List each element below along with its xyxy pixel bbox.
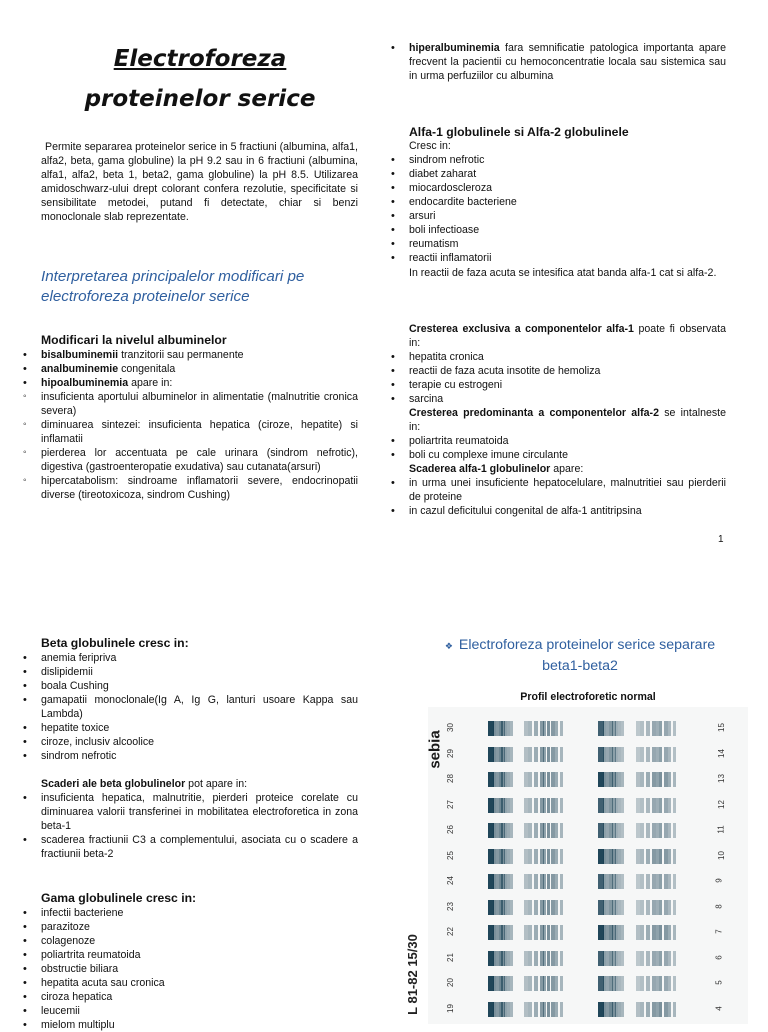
page-number: 1: [718, 534, 724, 545]
lane-number: 22: [445, 927, 455, 936]
gel-band: [668, 823, 671, 838]
gel-band: [659, 925, 662, 940]
gel-band: [555, 721, 558, 736]
gel-band: [659, 798, 662, 813]
gel-band: [668, 900, 671, 915]
gel-band: [640, 721, 644, 736]
lane-number: 6: [714, 954, 724, 960]
gel-band: [560, 1002, 563, 1017]
gel-band: [673, 772, 676, 787]
alfa1-decrease-text: Scaderea alfa-1 globulinelor apare:: [409, 463, 584, 475]
lane-number: 10: [716, 850, 726, 860]
list-item: • reactii de faza acuta insotite de hemoliza: [391, 364, 726, 378]
list-item: • mielom multiplu: [23, 1018, 358, 1032]
gel-lane: [468, 900, 713, 915]
lane-number: 7: [714, 929, 724, 934]
gel-band: [646, 1002, 650, 1017]
gel-band: [560, 772, 563, 787]
lane-number: 12: [716, 799, 726, 809]
gel-band: [534, 721, 538, 736]
lane-number: 19: [445, 1003, 455, 1013]
list-item: ◦ pierderea lor accentuata pe cale urinara (sindrom nefrotic), digestiva (gastroenteropatie exudativa) sau cutanata(arsuri): [23, 446, 358, 474]
list-item: • sarcina: [391, 392, 726, 406]
list-item: • hepatita acuta sau cronica: [23, 976, 358, 990]
gel-band: [547, 925, 550, 940]
list-item: • parazitoze: [23, 920, 358, 934]
gel-band: [668, 721, 671, 736]
gel-band: [534, 747, 538, 762]
gel-band: [510, 951, 513, 966]
lane-number: 21: [445, 952, 455, 962]
list-item: • colagenoze: [23, 934, 358, 948]
gel-band: [547, 849, 550, 864]
gel-band: [555, 823, 558, 838]
gel-band: [646, 823, 650, 838]
gel-band: [528, 849, 532, 864]
gel-band: [510, 798, 513, 813]
list-item: • anemia feripriva: [23, 651, 358, 665]
gel-lanes: [468, 717, 713, 1024]
list-item: • terapie cu estrogeni: [391, 378, 726, 392]
beta-heading: Beta globulinele cresc in:: [41, 636, 189, 650]
alfa1-exclusive-list: [391, 350, 726, 406]
lane-number: 25: [445, 850, 455, 860]
list-item: • reactii inflamatorii: [391, 251, 726, 265]
gel-band: [528, 874, 532, 889]
gel-band: [673, 721, 676, 736]
gel-band: [659, 823, 662, 838]
gel-band: [555, 951, 558, 966]
gel-band: [555, 976, 558, 991]
gel-band: [673, 747, 676, 762]
gel-band: [640, 900, 644, 915]
gel-band: [560, 951, 563, 966]
list-item: • arsuri: [391, 209, 726, 223]
list-item: • endocardite bacteriene: [391, 195, 726, 209]
gel-band: [534, 900, 538, 915]
lane-number: 27: [445, 799, 455, 809]
gel-brand-label: sebia: [426, 730, 444, 769]
gel-band: [555, 1002, 558, 1017]
gel-band: [547, 747, 550, 762]
gel-band: [673, 798, 676, 813]
alfa2-predominant-text: Cresterea predominanta a componentelor alfa-2 se intalneste in:: [409, 407, 726, 433]
gel-band: [560, 874, 563, 889]
alfa-cresc-label: Cresc in:: [409, 140, 451, 152]
gel-band: [646, 925, 650, 940]
list-item: • miocardoscleroza: [391, 181, 726, 195]
gel-band: [646, 849, 650, 864]
gel-band: [560, 798, 563, 813]
gel-band: [555, 900, 558, 915]
gel-band: [646, 976, 650, 991]
electrophoresis-heading: ❖ Electroforeza proteinelor serice separare beta1-beta2: [444, 637, 716, 674]
gel-band: [510, 874, 513, 889]
gel-band: [659, 849, 662, 864]
gel-band: [621, 900, 624, 915]
list-item: • sindrom nefrotic: [23, 749, 358, 763]
gel-band: [510, 1002, 513, 1017]
lane-number: 11: [716, 825, 726, 834]
gel-band: [673, 849, 676, 864]
list-item: • hepatite toxice: [23, 721, 358, 735]
gel-band: [640, 772, 644, 787]
gel-band: [621, 976, 624, 991]
list-item: • scaderea fractiunii C3 a complementului, asociata cu o scadere a fractiunii beta-2: [23, 833, 358, 861]
gel-band: [659, 772, 662, 787]
gel-band: [640, 1002, 644, 1017]
lane-number: 30: [445, 723, 455, 732]
gel-band: [659, 747, 662, 762]
list-item: • hiperalbuminemia fara semnificatie patologica importanta apare frecvent la pacientii cu hemoconcentratie locala sau sistemica sau in urma perfuziilor cu albumina: [391, 41, 726, 83]
lane-number: 24: [445, 876, 455, 885]
beta-list: [23, 651, 358, 763]
gel-band: [640, 874, 644, 889]
beta-decrease-list: [23, 791, 358, 861]
lane-number: 26: [445, 825, 455, 834]
gel-band: [547, 1002, 550, 1017]
gel-band: [659, 721, 662, 736]
list-item: • boli infectioase: [391, 223, 726, 237]
alfa-note: In reactii de faza acuta se intesifica atat banda alfa-1 cat si alfa-2.: [409, 267, 717, 279]
gel-band: [560, 849, 563, 864]
list-item: ◦ diminuarea sintezei: insuficienta hepatica (ciroze, hepatite) si inflamatii: [23, 418, 358, 446]
list-item: • poliartrita reumatoida: [391, 434, 726, 448]
gel-band: [621, 772, 624, 787]
alfa1-exclusive-text: Cresterea exclusiva a componentelor alfa-1 poate fi observata in:: [409, 323, 726, 349]
gel-code-label: L 81-82 15/30: [404, 934, 420, 1015]
list-item: • ciroza hepatica: [23, 990, 358, 1004]
list-item: • sindrom nefrotic: [391, 153, 726, 167]
gel-band: [510, 900, 513, 915]
gel-band: [673, 874, 676, 889]
gel-band: [510, 849, 513, 864]
gel-band: [528, 823, 532, 838]
gel-band: [640, 747, 644, 762]
gel-band: [659, 900, 662, 915]
list-item: • obstructie biliara: [23, 962, 358, 976]
gel-band: [673, 900, 676, 915]
lane-number: 14: [716, 748, 726, 758]
gel-lane: [468, 721, 713, 736]
gel-band: [621, 721, 624, 736]
gel-band: [547, 823, 550, 838]
gel-band: [534, 772, 538, 787]
gel-band: [668, 951, 671, 966]
gel-band: [673, 925, 676, 940]
lane-number: 13: [716, 774, 726, 783]
gel-band: [668, 976, 671, 991]
hyperalbumin-list: [391, 41, 726, 83]
gel-band: [621, 925, 624, 940]
list-item: • insuficienta hepatica, malnutritie, pierderi proteice corelate cu diminuarea valorii transferinei in mobilitatea electroforetica in zona beta-1: [23, 791, 358, 833]
electrophoresis-gel-image: [404, 707, 748, 1024]
gel-band: [528, 772, 532, 787]
title-line-1: Electroforeza: [113, 46, 287, 72]
list-item: • reumatism: [391, 237, 726, 251]
gel-band: [646, 721, 650, 736]
gel-band: [673, 823, 676, 838]
gel-band: [659, 976, 662, 991]
gel-band: [659, 951, 662, 966]
gel-lane: [468, 1002, 713, 1017]
gel-band: [547, 976, 550, 991]
intro-paragraph: Permite separarea proteinelor serice in 5 fractiuni (albumina, alfa1, alfa2, beta, gama globuline) la pH 9.2 sau in 6 fractiuni (albumina, alfa1, alfa2, beta 1, beta2, gama globuline) la pH 8.5. Utilizarea amidoschwarz-ului drept colorant confera rezolutie, specificitate si sensibilitate metodei, putand fi detectate, chiar si benzi monoclonale slab reprezentate.: [41, 141, 358, 223]
gel-band: [621, 823, 624, 838]
gel-band: [640, 849, 644, 864]
gama-list: [23, 906, 358, 1032]
lane-number: 23: [445, 901, 455, 911]
lane-number: 8: [714, 903, 724, 909]
gel-band: [640, 823, 644, 838]
list-item: • boli cu complexe imune circulante: [391, 448, 726, 462]
gel-band: [640, 951, 644, 966]
gel-band: [621, 747, 624, 762]
gel-band: [560, 900, 563, 915]
list-item: • boala Cushing: [23, 679, 358, 693]
gel-lane: [468, 772, 713, 787]
gel-band: [640, 925, 644, 940]
gel-band: [646, 874, 650, 889]
gel-band: [560, 925, 563, 940]
list-item: • hepatita cronica: [391, 350, 726, 364]
list-item: • bisalbuminemii tranzitorii sau permanente: [23, 348, 358, 362]
gel-band: [547, 721, 550, 736]
gel-band: [528, 721, 532, 736]
lane-number: 20: [445, 978, 455, 987]
gel-band: [621, 874, 624, 889]
diamond-bullet-icon: ❖: [444, 641, 453, 651]
gel-band: [547, 874, 550, 889]
gel-band: [534, 874, 538, 889]
gel-band: [659, 874, 662, 889]
gel-band: [534, 976, 538, 991]
gel-band: [560, 747, 563, 762]
gel-band: [560, 823, 563, 838]
gel-band: [668, 874, 671, 889]
gel-band: [640, 976, 644, 991]
beta-decrease-text: Scaderi ale beta globulinelor pot apare in:: [41, 778, 248, 790]
gel-band: [646, 951, 650, 966]
gel-band: [646, 772, 650, 787]
lane-number: 5: [714, 980, 724, 985]
gel-band: [555, 772, 558, 787]
gel-band: [547, 951, 550, 966]
alfa2-predominant-list: [391, 434, 726, 462]
gel-band: [528, 798, 532, 813]
list-item: ◦ insuficienta aportului albuminelor in alimentatie (malnutritie cronica severa): [23, 390, 358, 418]
gel-band: [528, 747, 532, 762]
gel-band: [510, 721, 513, 736]
gel-band: [510, 747, 513, 762]
gel-band: [528, 976, 532, 991]
alfa1-decrease-list: [391, 476, 726, 518]
gel-band: [528, 1002, 532, 1017]
gel-band: [668, 772, 671, 787]
gel-band: [534, 849, 538, 864]
gel-lane: [468, 798, 713, 813]
gel-band: [547, 798, 550, 813]
gel-band: [560, 721, 563, 736]
gel-lane: [468, 747, 713, 762]
gel-band: [510, 925, 513, 940]
interpretation-heading: Interpretarea principalelor modificari pe electroforeza proteinelor serice: [41, 268, 305, 305]
gel-band: [673, 976, 676, 991]
gel-band: [534, 823, 538, 838]
gel-band: [534, 925, 538, 940]
gel-band: [510, 976, 513, 991]
gel-band: [547, 900, 550, 915]
gel-lane: [468, 925, 713, 940]
gel-lane: [468, 951, 713, 966]
list-item: • analbuminemie congenitala: [23, 362, 358, 376]
list-item: • gamapatii monoclonale(Ig A, Ig G, lanturi usoare Kappa sau Lambda): [23, 693, 358, 721]
profile-caption: Profil electroforetic normal: [520, 691, 656, 703]
gel-band: [668, 849, 671, 864]
gel-band: [668, 1002, 671, 1017]
gel-band: [510, 772, 513, 787]
list-item: • ciroze, inclusiv alcoolice: [23, 735, 358, 749]
gel-band: [534, 1002, 538, 1017]
lane-number: 29: [445, 748, 455, 758]
gel-band: [510, 823, 513, 838]
gel-band: [555, 798, 558, 813]
list-item: • in cazul deficitului congenital de alfa-1 antitripsina: [391, 504, 726, 518]
alfa-heading: Alfa-1 globulinele si Alfa-2 globulinele: [409, 125, 629, 139]
list-item: • diabet zaharat: [391, 167, 726, 181]
gel-band: [621, 1002, 624, 1017]
albumin-heading: Modificari la nivelul albuminelor: [41, 333, 227, 347]
gel-band: [646, 900, 650, 915]
gel-band: [621, 951, 624, 966]
gel-lane: [468, 823, 713, 838]
gel-lane: [468, 849, 713, 864]
list-item: • hipoalbuminemia apare in:: [23, 376, 358, 390]
gel-band: [659, 1002, 662, 1017]
gel-band: [621, 849, 624, 864]
gel-lane: [468, 874, 713, 889]
gel-band: [673, 951, 676, 966]
gel-band: [668, 925, 671, 940]
gel-band: [673, 1002, 676, 1017]
gel-band: [668, 747, 671, 762]
gel-band: [547, 772, 550, 787]
lane-number: 28: [445, 774, 455, 783]
list-item: • dislipidemii: [23, 665, 358, 679]
list-item: • poliartrita reumatoida: [23, 948, 358, 962]
lane-number: 9: [714, 878, 724, 883]
gel-band: [528, 925, 532, 940]
list-item: • leucemii: [23, 1004, 358, 1018]
gel-band: [646, 747, 650, 762]
lane-number: 15: [716, 723, 726, 732]
gel-band: [646, 798, 650, 813]
gel-band: [534, 951, 538, 966]
list-item: • infectii bacteriene: [23, 906, 358, 920]
gel-band: [668, 798, 671, 813]
gel-band: [555, 849, 558, 864]
gel-band: [555, 747, 558, 762]
albumin-list: [23, 348, 358, 502]
gel-band: [528, 900, 532, 915]
gel-band: [528, 951, 532, 966]
gel-band: [560, 976, 563, 991]
list-item: • in urma unei insuficiente hepatocelulare, malnutritiei sau pierderii de proteine: [391, 476, 726, 504]
lane-number: 4: [714, 1005, 724, 1011]
alfa-list: [391, 153, 726, 265]
gel-band: [640, 798, 644, 813]
gama-heading: Gama globulinele cresc in:: [41, 891, 197, 905]
gel-band: [621, 798, 624, 813]
gel-lane: [468, 976, 713, 991]
gel-band: [534, 798, 538, 813]
gel-band: [555, 874, 558, 889]
title-line-2: proteinelor serice: [84, 86, 316, 112]
list-item: ◦ hipercatabolism: sindroame inflamatorii severe, endocrinopatii diverse (tireotoxicoza, sindrom Cushing): [23, 474, 358, 502]
gel-band: [555, 925, 558, 940]
